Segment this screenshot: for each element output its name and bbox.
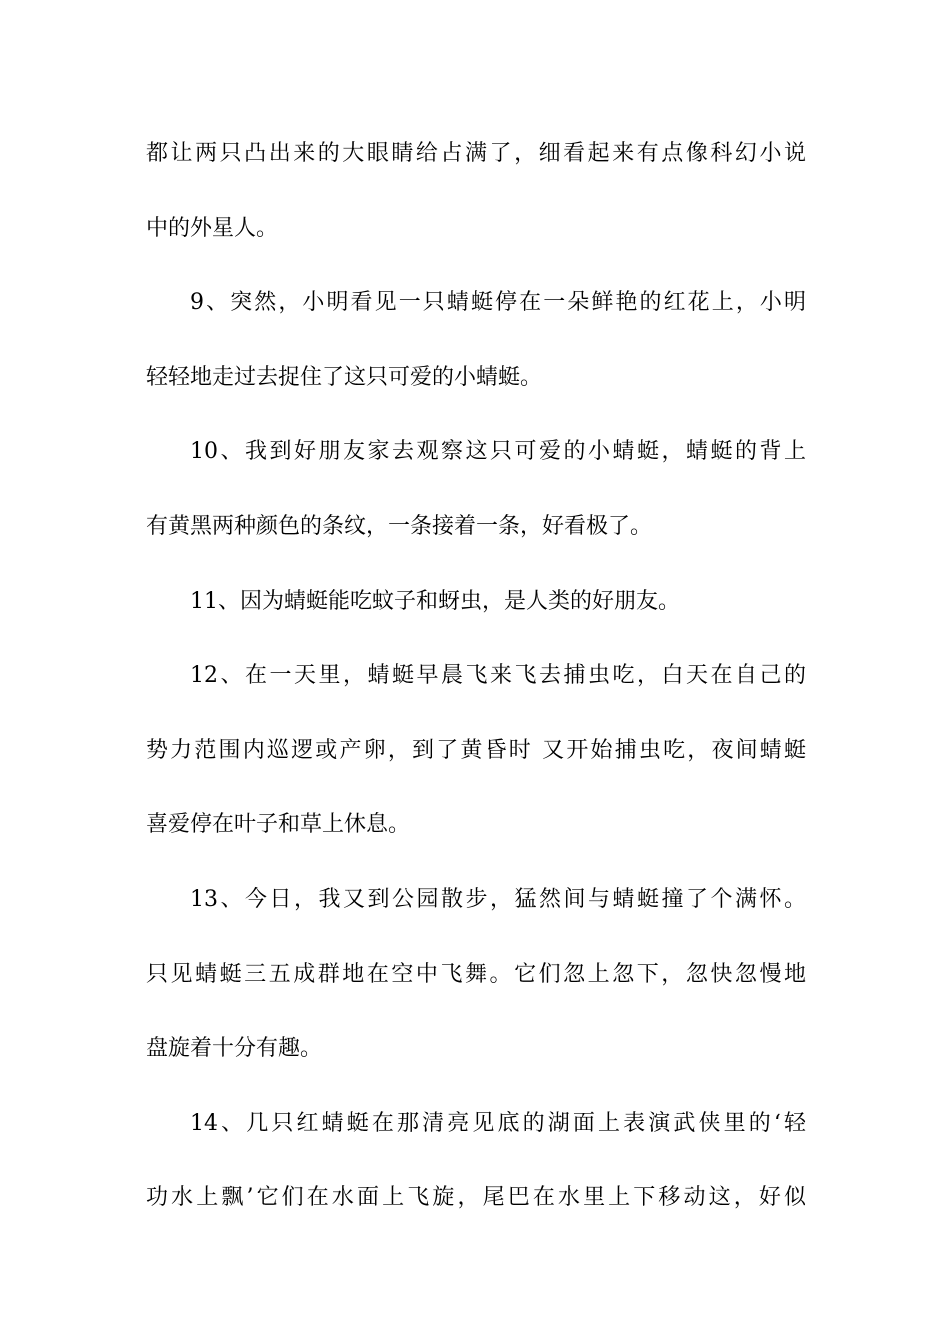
text-line-10: 喜爱停在叶子和草上休息。	[146, 812, 411, 838]
text-line-15: 功水上飘’它们在水面上飞旋，尾巴在水里上下移动这，好似	[146, 1185, 806, 1211]
text-line-7: 11、因为蜻蜓能吃蚊子和蚜虫，是人类的好朋友。	[190, 588, 680, 614]
text-line-1: 都让两只凸出来的大眼睛给占满了，细看起来有点像科幻小说	[146, 141, 806, 166]
text-line-11: 13、今日，我又到公园散步，猛然间与蜻蜓撞了个满怀。	[190, 886, 806, 912]
text-line-12: 只见蜻蜓三五成群地在空中飞舞。它们忽上忽下，忽快忽慢地	[146, 961, 806, 987]
text-line-2: 中的外星人。	[146, 215, 279, 241]
text-line-5: 10、我到好朋友家去观察这只可爱的小蜻蜓，蜻蜓的背上	[190, 439, 806, 465]
text-line-3: 9、突然，小明看见一只蜻蜓停在一朵鲜艳的红花上，小明	[190, 290, 806, 316]
text-line-4: 轻轻地走过去捉住了这只可爱的小蜻蜓。	[146, 364, 543, 390]
text-line-6: 有黄黑两种颜色的条纹，一条接着一条，好看极了。	[146, 513, 653, 539]
document-body	[146, 134, 806, 1253]
text-line-13: 盘旋着十分有趣。	[146, 1036, 323, 1062]
text-line-9: 势力范围内巡逻或产卵，到了黄昏时 又开始捕虫吃，夜间蜻蜓	[146, 737, 806, 763]
text-line-8: 12、在一天里，蜻蜓早晨飞来飞去捕虫吃，白天在自己的	[190, 663, 806, 689]
text-line-14: 14、几只红蜻蜓在那清亮见底的湖面上表演武侠里的‘轻	[190, 1110, 806, 1136]
